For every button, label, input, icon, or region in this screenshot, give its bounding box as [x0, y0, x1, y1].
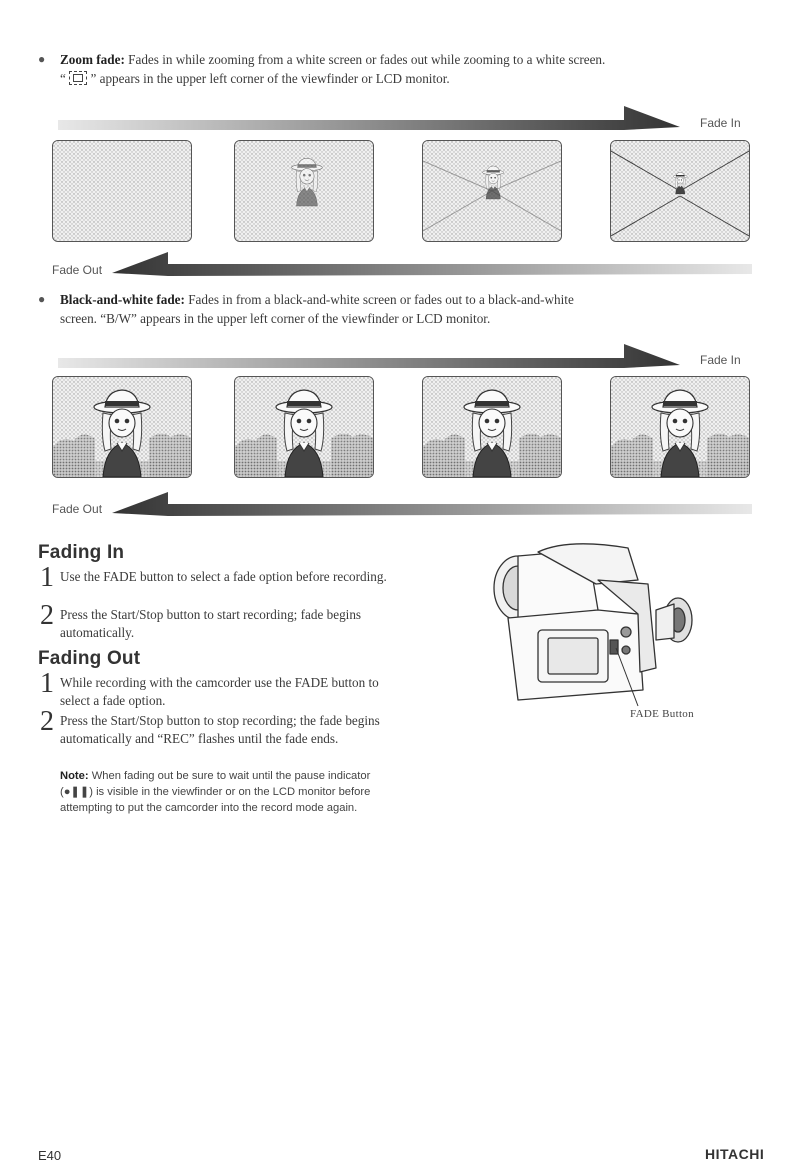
step-number: 1 [40, 562, 54, 593]
fading-in-step-1 [40, 562, 400, 593]
zoom-fade-out-arrow [112, 248, 752, 278]
bw-fade-out-label: Fade Out [52, 502, 103, 516]
brand-name: HITACHI [705, 1146, 765, 1162]
bw-fade-frame-4 [610, 376, 750, 478]
step-number: 1 [40, 668, 54, 699]
step-number: 2 [40, 706, 54, 737]
zoom-fade-out-label: Fade Out [52, 263, 103, 277]
bullet-dot: ● [38, 292, 46, 306]
page-number: E40 [38, 1148, 62, 1163]
zoom-fade-term: Zoom fade: [60, 52, 125, 67]
zoom-fade-frame-1 [52, 140, 192, 242]
bw-fade-text: Fades in from a black-and-white screen or fades out to a black-and-white [184, 292, 574, 307]
fading-out-note [60, 768, 400, 816]
step-text: Press the Start/Stop button to stop recording; the fade begins automatically and “REC” flashes until the fade ends. [60, 713, 380, 746]
bw-fade-out-arrow [112, 488, 752, 518]
step-text: While recording with the camcorder use the FADE button to select a fade option. [60, 675, 379, 708]
step-number: 2 [40, 600, 54, 631]
bw-fade-text-2: screen. “B/W” appears in the upper left corner of the viewfinder or LCD monitor. [60, 311, 491, 326]
bw-fade-frame-2 [234, 376, 374, 478]
bullet-dot: ● [38, 52, 46, 66]
fading-out-step-1 [40, 668, 400, 710]
zoom-fade-bullet [38, 50, 778, 88]
step-text: Use the FADE button to select a fade option before recording. [60, 569, 387, 584]
fading-out-heading: Fading Out [38, 648, 141, 669]
bw-fade-frame-1 [52, 376, 192, 478]
step-text: Press the Start/Stop button to start recording; fade begins automatically. [60, 607, 362, 640]
zoom-fade-in-arrow [58, 102, 680, 132]
zoom-fade-text: Fades in while zooming from a white screen or fades out while zooming to a white screen. [124, 52, 606, 67]
bw-fade-term: Black-and-white fade: [60, 292, 185, 307]
fading-in-heading: Fading In [38, 542, 125, 563]
fade-button-caption: FADE Button [630, 708, 694, 720]
bw-fade-in-arrow [58, 340, 680, 370]
bw-fade-in-label: Fade In [700, 353, 741, 367]
zoom-fade-frame-4 [610, 140, 750, 242]
note-text: When fading out be sure to wait until the pause indicator (●❚❚) is visible in the viewfinder or on the LCD monitor before attempting to put the camcorder into the record mode again. [60, 770, 371, 814]
camcorder-illustration [478, 540, 708, 710]
zoom-fade-in-label: Fade In [700, 116, 741, 130]
fading-out-step-2 [40, 706, 400, 748]
note-label: Note: [60, 770, 89, 782]
zoom-fade-text-2: ” appears in the upper left corner of the viewfinder or LCD monitor. [90, 71, 450, 86]
zoom-fade-frame-2 [234, 140, 374, 242]
zoom-fade-quote-open: “ [60, 71, 66, 86]
bw-fade-bullet [38, 290, 778, 328]
zoom-fade-indicator-icon [69, 71, 87, 85]
fading-in-step-2 [40, 600, 400, 642]
zoom-fade-frame-3 [422, 140, 562, 242]
bw-fade-frame-3 [422, 376, 562, 478]
